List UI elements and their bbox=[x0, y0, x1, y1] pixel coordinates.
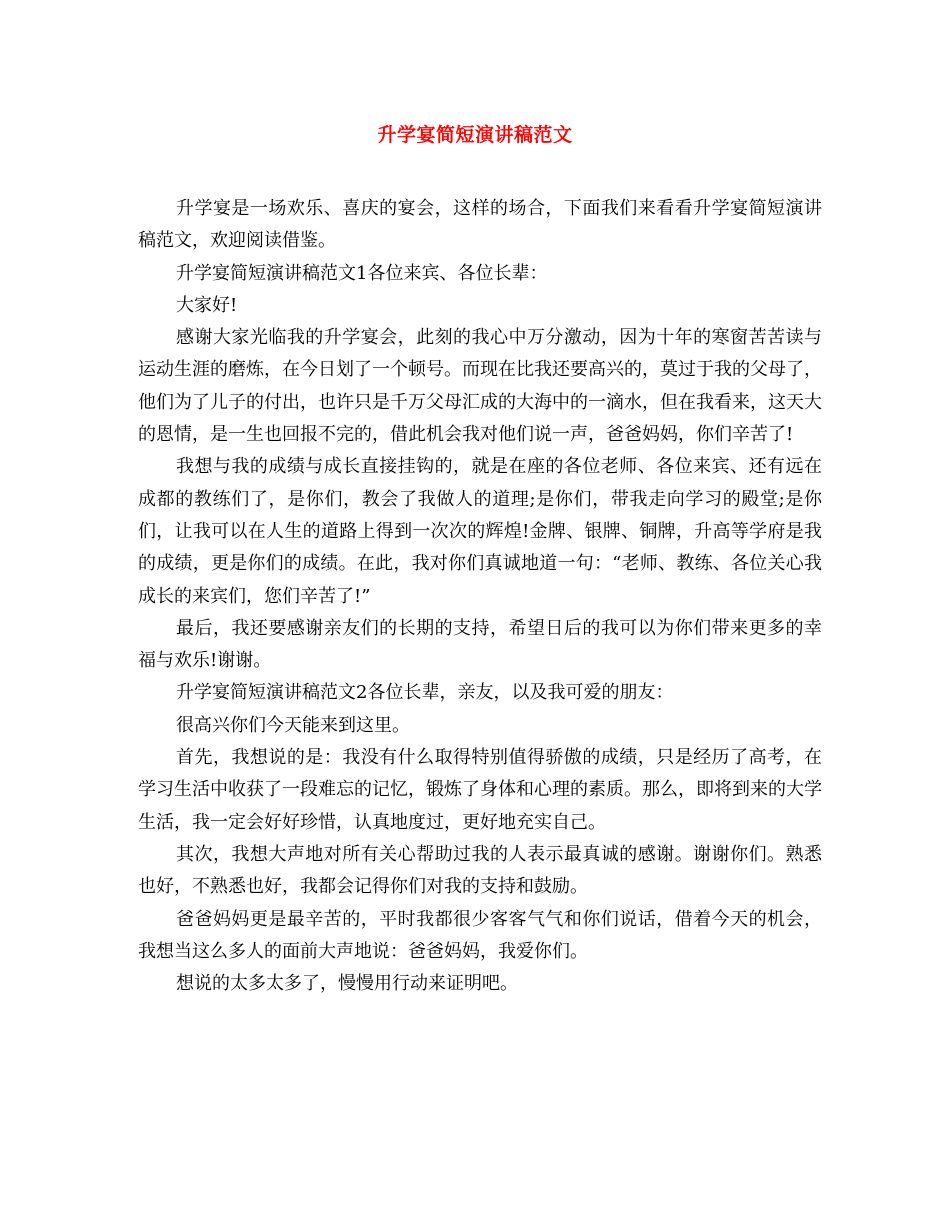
paragraph-greeting: 大家好! bbox=[176, 294, 238, 316]
document-body bbox=[138, 193, 822, 1000]
paragraph-thanks-parents: 感谢大家光临我的升学宴会，此刻的我心中万分激动，因为十年的寒窗苦苦读与运动生涯的磨炼，在今日划了一个顿号。而现在比我还要高兴的，莫过于我的父母了，他们为了儿子的付出，也许只是千万父母汇成的大海中的一滴水，但在我看来，这天大的恩情，是一生也回报不完的，借此机会我对他们说一声，爸爸妈妈，你们辛苦了! bbox=[138, 327, 822, 446]
paragraph-intro: 升学宴是一场欢乐、喜庆的宴会，这样的场合，下面我们来看看升学宴简短演讲稿范文，欢迎阅读借鉴。 bbox=[138, 198, 822, 252]
paragraph-speech2-heading: 升学宴简短演讲稿范文2各位长辈，亲友，以及我可爱的朋友： bbox=[176, 682, 674, 704]
paragraph-closing-1: 最后，我还要感谢亲友们的长期的支持，希望日后的我可以为你们带来更多的幸福与欢乐!谢谢。 bbox=[138, 617, 822, 672]
paragraph-ending: 想说的太多太多了，慢慢用行动来证明吧。 bbox=[176, 973, 518, 995]
paragraph-parents: 爸爸妈妈更是最辛苦的，平时我都很少客客气气和你们说话，借着今天的机会，我想当这么多人的面前大声地说：爸爸妈妈，我爱你们。 bbox=[138, 908, 822, 962]
paragraph-welcome: 很高兴你们今天能来到这里。 bbox=[176, 714, 410, 736]
paragraph-first: 首先，我想说的是：我没有什么取得特别值得骄傲的成绩，只是经历了高考，在学习生活中收获了一段难忘的记忆，锻炼了身体和心理的素质。那么，即将到来的大学生活，我一定会好好珍惜，认真地度过，更好地充实自己。 bbox=[138, 747, 822, 833]
paragraph-thanks-teachers: 我想与我的成绩与成长直接挂钩的，就是在座的各位老师、各位来宾、还有远在成都的教练们了，是你们，教会了我做人的道理;是你们，带我走向学习的殿堂;是你们，让我可以在人生的道路上得到一次次的辉煌!金牌、银牌、铜牌，升高等学府是我的成绩，更是你们的成绩。在此，我对你们真诚地道一句：“老师、教练、各位关心我成长的来宾们，您们辛苦了!” bbox=[138, 456, 822, 607]
paragraph-second: 其次，我想大声地对所有关心帮助过我的人表示最真诚的感谢。谢谢你们。熟悉也好，不熟悉也好，我都会记得你们对我的支持和鼓励。 bbox=[138, 843, 822, 898]
document-title: 升学宴简短演讲稿范文 bbox=[377, 124, 573, 146]
paragraph-speech1-heading: 升学宴简短演讲稿范文1各位来宾、各位长辈： bbox=[176, 262, 548, 284]
